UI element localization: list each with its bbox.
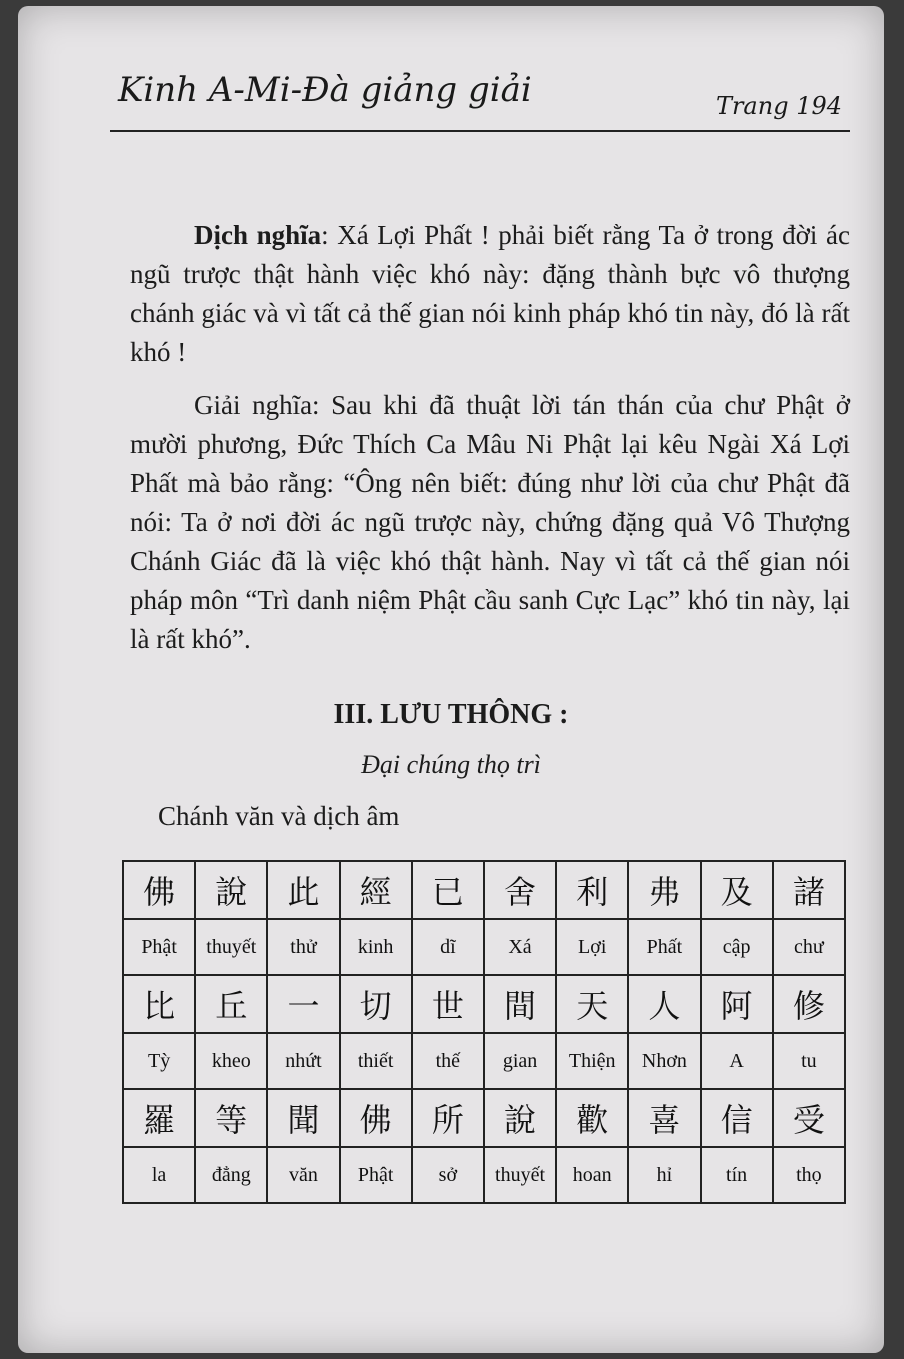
han-character-cell: 所 [412, 1089, 484, 1147]
transliteration-cell: Thiện [556, 1033, 628, 1089]
transliteration-cell: tu [773, 1033, 845, 1089]
han-character-cell: 間 [484, 975, 556, 1033]
paragraph-translation [130, 216, 850, 372]
han-character-cell: 天 [556, 975, 628, 1033]
transliteration-cell: Lợi [556, 919, 628, 975]
han-character-cell: 世 [412, 975, 484, 1033]
transliteration-cell: thọ [773, 1147, 845, 1203]
han-character-cell: 羅 [123, 1089, 195, 1147]
han-row [123, 861, 845, 919]
transliteration-cell: thử [267, 919, 339, 975]
han-character-cell: 經 [340, 861, 412, 919]
han-row [123, 975, 845, 1033]
han-row [123, 1089, 845, 1147]
transliteration-cell: hỉ [628, 1147, 700, 1203]
sutra-character-table [122, 860, 846, 1204]
transliteration-cell: cập [701, 919, 773, 975]
paragraph-label: Dịch nghĩa [194, 220, 322, 250]
paragraph-explanation: Giải nghĩa: Sau khi đã thuật lời tán thán của chư Phật ở mười phương, Đức Thích Ca Mâu Ni Phật lại kêu Ngài Xá Lợi Phất mà bảo rằng: “Ông nên biết: đúng như lời của chư Phật đã nói: Ta ở nơi đời ác ngũ trược này, chứng đặng quả Vô Thượng Chánh Giác đã là việc khó thật hành. Nay vì tất cả thế gian nói pháp môn “Trì danh niệm Phật cầu sanh Cực Lạc” khó tin này, lại là rất khó”. [130, 390, 850, 654]
transliteration-cell: A [701, 1033, 773, 1089]
han-character-cell: 受 [773, 1089, 845, 1147]
table-caption: Chánh văn và dịch âm [158, 801, 400, 831]
han-character-cell: 利 [556, 861, 628, 919]
transliteration-cell: chư [773, 919, 845, 975]
transliteration-cell: thuyết [484, 1147, 556, 1203]
han-character-cell: 弗 [628, 861, 700, 919]
han-character-cell: 喜 [628, 1089, 700, 1147]
transliteration-cell: thiết [340, 1033, 412, 1089]
transliteration-cell: Xá [484, 919, 556, 975]
han-character-cell: 切 [340, 975, 412, 1033]
han-character-cell: 歡 [556, 1089, 628, 1147]
transliteration-cell: Phật [123, 919, 195, 975]
running-header-title: Kinh A-Mi-Đà giảng giải [118, 70, 532, 110]
transliteration-row [123, 1147, 845, 1203]
transliteration-cell: Nhơn [628, 1033, 700, 1089]
transliteration-cell: hoan [556, 1147, 628, 1203]
han-character-cell: 比 [123, 975, 195, 1033]
transliteration-cell: sở [412, 1147, 484, 1203]
han-character-cell: 諸 [773, 861, 845, 919]
transliteration-cell: Phật [340, 1147, 412, 1203]
section-subtitle: Đại chúng thọ trì [361, 750, 541, 779]
book-page [18, 6, 884, 1353]
han-character-cell: 已 [412, 861, 484, 919]
han-character-cell: 阿 [701, 975, 773, 1033]
transliteration-cell: kheo [195, 1033, 267, 1089]
han-character-cell: 聞 [267, 1089, 339, 1147]
transliteration-row [123, 919, 845, 975]
han-character-cell: 一 [267, 975, 339, 1033]
transliteration-cell: gian [484, 1033, 556, 1089]
transliteration-cell: nhứt [267, 1033, 339, 1089]
han-character-cell: 此 [267, 861, 339, 919]
han-character-cell: 丘 [195, 975, 267, 1033]
han-character-cell: 佛 [340, 1089, 412, 1147]
paragraph-body: : Xá Lợi Phất ! phải biết rằng Ta ở trong đời ác ngũ trược thật hành việc khó này: đặng thành bực vô thượng chánh giác và vì tất cả thế gian nói kinh pháp khó tin này, đó là rất khó ! [130, 220, 850, 367]
han-character-cell: 說 [484, 1089, 556, 1147]
han-character-cell: 人 [628, 975, 700, 1033]
han-character-cell: 舍 [484, 861, 556, 919]
transliteration-cell: đẳng [195, 1147, 267, 1203]
han-character-cell: 佛 [123, 861, 195, 919]
section-heading: III. LƯU THÔNG : [333, 699, 569, 730]
han-character-cell: 等 [195, 1089, 267, 1147]
han-character-cell: 信 [701, 1089, 773, 1147]
page-number: Trang 194 [715, 92, 842, 120]
transliteration-cell: kinh [340, 919, 412, 975]
transliteration-cell: Tỳ [123, 1033, 195, 1089]
transliteration-cell: thuyết [195, 919, 267, 975]
transliteration-cell: thế [412, 1033, 484, 1089]
han-character-cell: 修 [773, 975, 845, 1033]
transliteration-row [123, 1033, 845, 1089]
transliteration-cell: Phất [628, 919, 700, 975]
han-character-cell: 及 [701, 861, 773, 919]
transliteration-cell: tín [701, 1147, 773, 1203]
transliteration-cell: dĩ [412, 919, 484, 975]
header-rule [110, 130, 850, 132]
transliteration-cell: văn [267, 1147, 339, 1203]
han-character-cell: 說 [195, 861, 267, 919]
transliteration-cell: la [123, 1147, 195, 1203]
